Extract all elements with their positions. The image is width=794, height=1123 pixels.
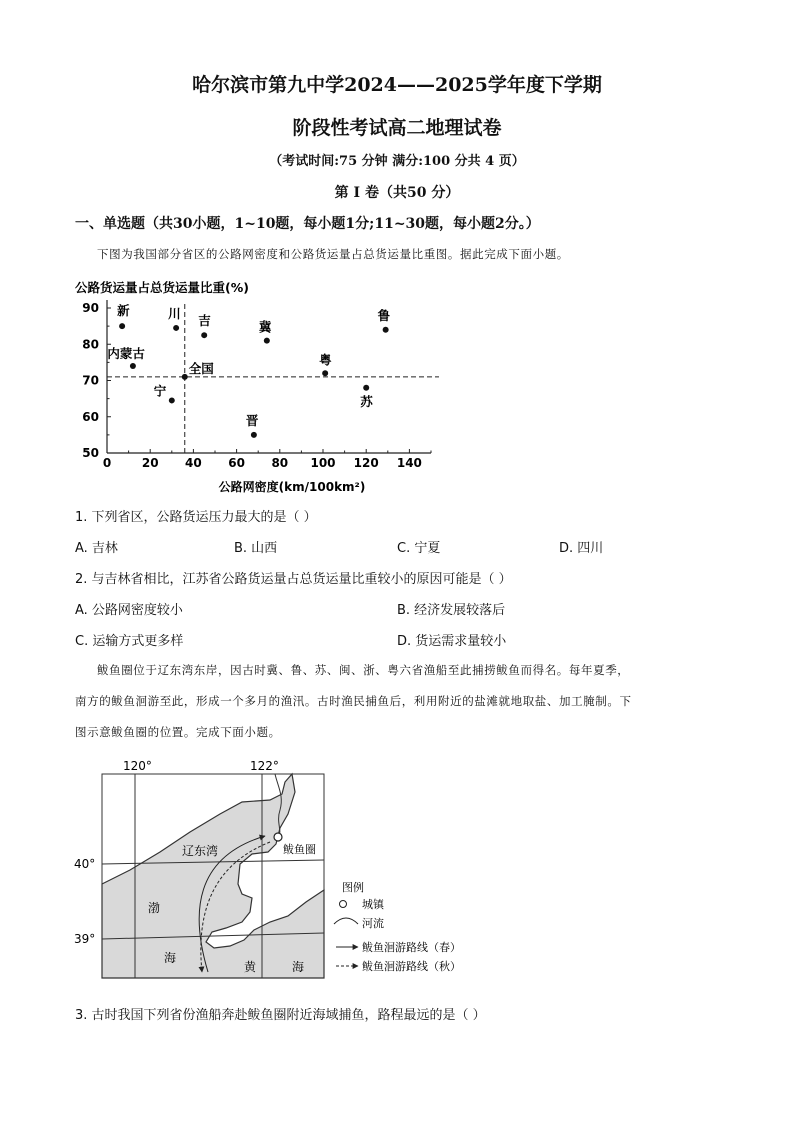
bayuquan-map [70,752,490,987]
legend-river-icon [334,918,358,924]
label-hai-2: 海 [292,960,305,974]
question-1: 1. 下列省区，公路货运压力最大的是（ ） [75,510,317,525]
passage-line-1: 鲅鱼圈位于辽东湾东岸，因古时冀、鲁、苏、闽、浙、粤六省渔船至此捕捞鲅鱼而得名。每年夏季， [97,663,630,677]
point-label-新: 新 [117,303,130,319]
point-label-全国: 全国 [188,360,214,376]
q2-option-b: B. 经济发展较落后 [397,603,506,618]
point-label-鲁: 鲁 [377,307,391,323]
q2-option-d: D. 货运需求量较小 [397,634,507,649]
point-label-晋: 晋 [245,412,259,428]
point-晋 [251,432,257,438]
point-宁 [169,397,175,403]
point-鲁 [383,327,389,333]
x-tick-label: 0 [102,456,112,470]
legend-title: 图例 [342,881,364,894]
lon-label-120: 120° [123,759,152,773]
x-tick-label: 100 [310,456,336,470]
label-huang: 黄 [244,960,257,974]
q2-option-a: A. 公路网密度较小 [75,603,183,618]
q1-option-b: B. 山西 [234,541,278,556]
question-2: 2. 与吉林省相比，江苏省公路货运量占总货运量比重较小的原因可能是（ ） [75,572,512,587]
point-冀 [264,338,270,344]
x-tick-label: 40 [185,456,202,470]
point-吉 [201,332,207,338]
question-3: 3. 古时我国下列省份渔船奔赴鲅鱼圈附近海域捕鱼，路程最远的是（ ） [75,1008,486,1023]
y-tick-label: 60 [82,409,99,424]
x-tick-label: 60 [228,456,245,470]
chart-title: 公路货运量占总货运量比重(%) [75,280,249,295]
legend-town: 城镇 [362,898,384,911]
x-tick-label: 140 [396,456,422,470]
chart-xlabel: 公路网密度(km/100km²) [218,480,366,494]
lat-label-39: 39° [74,932,96,946]
y-tick-label: 80 [82,337,99,352]
exam-subtitle: 阶段性考试高二地理试卷 [292,117,502,139]
point-苏 [363,385,369,391]
point-粤 [322,370,328,376]
section-heading: 一、单选题（共30小题，1~10题，每小题1分;11~30题，每小题2分。） [75,216,540,232]
passage-line-2: 南方的鲅鱼洄游至此，形成一个多月的渔汛。古时渔民捕鱼后，利用附近的盐滩就地取盐、加工腌制。下 [75,694,632,708]
point-内蒙古 [130,363,136,369]
point-川 [173,325,179,331]
point-新 [119,323,125,329]
exam-info: （考试时间:75 分钟 满分:100 分共 4 页） [269,154,525,169]
y-tick-label: 50 [82,446,99,460]
x-tick-label: 120 [353,456,379,470]
passage-line-3: 图示意鲅鱼圈的位置。完成下面小题。 [75,725,281,739]
town-marker [274,833,282,841]
x-tick-label: 80 [271,456,289,470]
y-tick-label: 90 [82,301,99,315]
point-label-川: 川 [168,305,181,321]
point-label-冀: 冀 [258,319,272,335]
legend-town-icon [340,901,347,908]
label-liaodong-bay: 辽东湾 [182,844,219,858]
chart-intro: 下图为我国部分省区的公路网密度和公路货运量占总货运量比重图。据此完成下面小题。 [97,247,569,261]
point-label-粤: 粤 [319,352,332,368]
point-label-宁: 宁 [153,383,167,399]
q1-option-c: C. 宁夏 [397,541,441,556]
exam-title: 哈尔滨市第九中学2024——2025学年度下学期 [192,74,602,96]
legend-autumn: 鲅鱼洄游路线（秋） [362,960,461,973]
point-label-内蒙古: 内蒙古 [107,346,145,361]
label-bo: 渤 [148,901,161,915]
legend-river: 河流 [362,917,384,930]
label-hai-1: 海 [164,951,177,965]
q1-option-d: D. 四川 [559,541,604,556]
point-label-苏: 苏 [360,393,373,409]
legend-spring: 鲅鱼洄游路线（春） [362,941,461,954]
x-tick-label: 20 [141,456,159,470]
lat-label-40: 40° [74,857,96,871]
label-bayuquan: 鲅鱼圈 [283,843,316,856]
q2-option-c: C. 运输方式更多样 [75,634,184,649]
point-label-吉: 吉 [198,313,211,329]
part-title: 第 I 卷（共50 分） [334,185,460,201]
lon-label-122: 122° [250,759,279,773]
y-tick-label: 70 [82,373,99,388]
point-全国 [182,374,188,380]
q1-option-a: A. 吉林 [75,541,118,556]
scatter-chart [60,272,460,497]
